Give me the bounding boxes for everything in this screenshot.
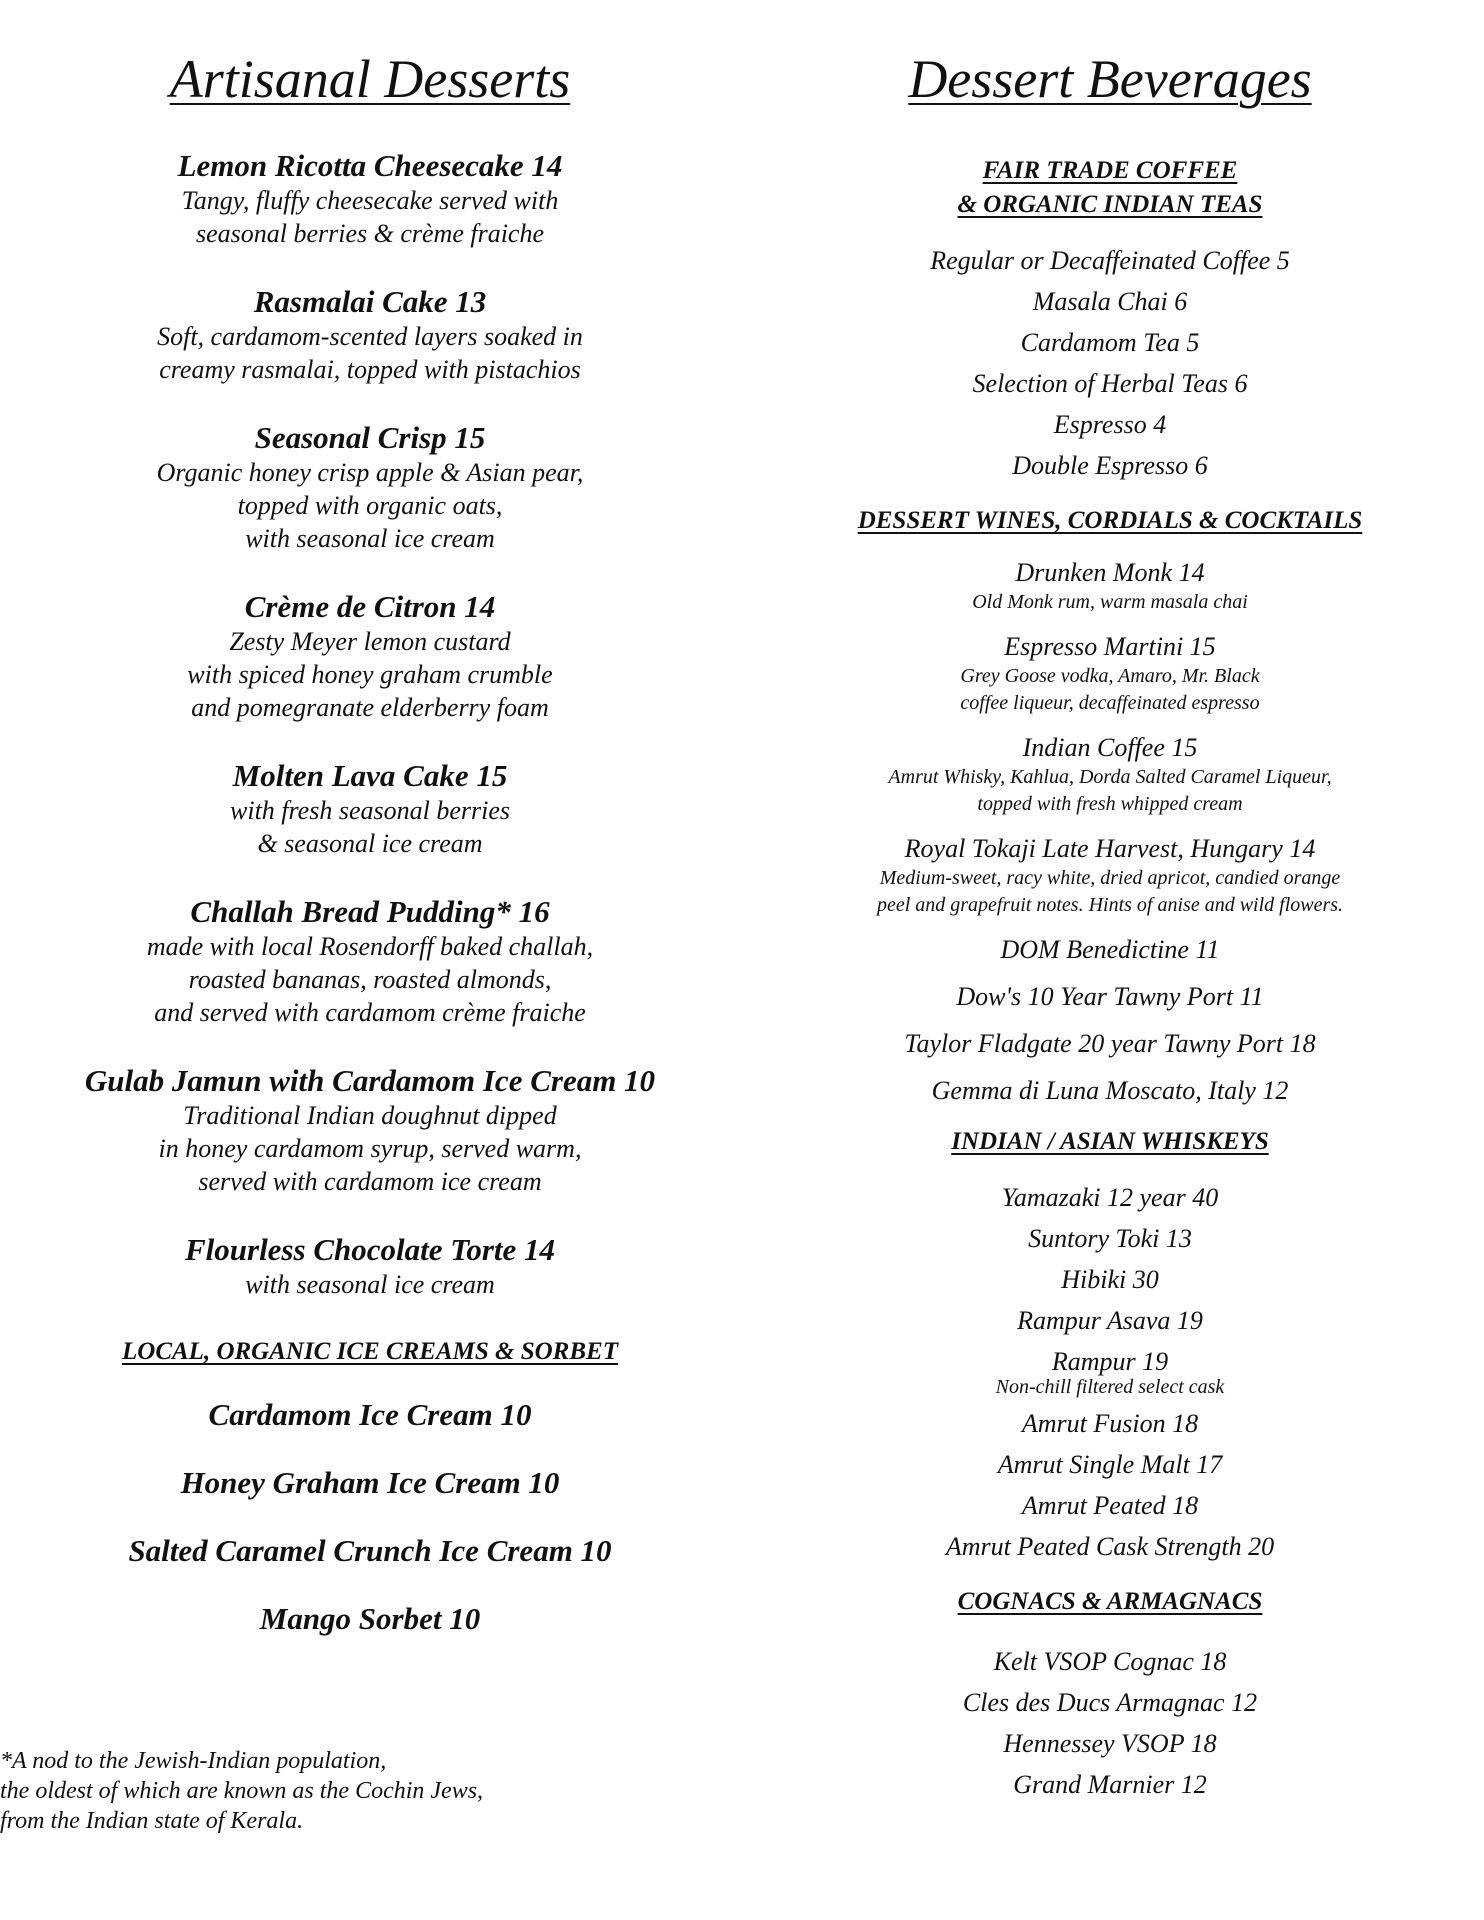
dessert-item	[20, 420, 720, 555]
coffee-item: Double Espresso 6	[1012, 451, 1208, 480]
coffee-item: Cardamom Tea 5	[1020, 328, 1200, 357]
whiskey-name: Amrut Fusion 18	[1021, 1409, 1199, 1438]
coffee-item: Espresso 4	[1053, 410, 1167, 439]
dessert-description: Organic honey crisp apple & Asian pear, topped with organic oats, with seasonal ice cream	[156, 458, 584, 553]
dessert-item	[20, 148, 720, 250]
whiskey-section-title: INDIAN / ASIAN WHISKEYS	[951, 1128, 1269, 1155]
wine-item	[800, 731, 1420, 818]
whiskey-item	[800, 1218, 1420, 1259]
beverages-column	[800, 0, 1420, 1805]
wine-item	[800, 980, 1420, 1013]
wine-name: Drunken Monk 14	[1015, 558, 1205, 587]
icecream-section-title: LOCAL, ORGANIC ICE CREAMS & SORBET	[122, 1338, 618, 1365]
dessert-description: Traditional Indian doughnut dipped in honey cardamom syrup, served warm, served with cardamom ice cream	[158, 1101, 582, 1196]
dessert-name: Crème de Citron 14	[244, 589, 496, 624]
wine-description: Grey Goose vodka, Amaro, Mr. Black coffee liqueur, decaffeinated espresso	[960, 665, 1260, 714]
desserts-column	[20, 0, 720, 1669]
whiskey-list	[800, 1177, 1420, 1567]
whiskey-item	[800, 1444, 1420, 1485]
wine-item	[800, 832, 1420, 919]
dessert-name: Lemon Ricotta Cheesecake 14	[177, 148, 563, 183]
wine-description: Old Monk rum, warm masala chai	[972, 591, 1248, 613]
dessert-item	[20, 894, 720, 1029]
wine-list	[800, 556, 1420, 1107]
wine-item	[800, 933, 1420, 966]
wine-name: Royal Tokaji Late Harvest, Hungary 14	[904, 834, 1316, 863]
dessert-item	[20, 284, 720, 386]
icecream-item: Mango Sorbet 10	[259, 1601, 481, 1636]
coffee-item: Selection of Herbal Teas 6	[972, 369, 1248, 398]
dessert-item	[20, 589, 720, 724]
dessert-item	[20, 758, 720, 860]
whiskey-name: Hibiki 30	[1061, 1265, 1159, 1294]
dessert-name: Flourless Chocolate Torte 14	[184, 1232, 556, 1267]
dessert-description: made with local Rosendorff baked challah, roasted bananas, roasted almonds, and served with cardamom crème fraiche	[146, 932, 594, 1027]
icecream-item: Cardamom Ice Cream 10	[208, 1397, 532, 1432]
coffee-section-title: FAIR TRADE COFFEE & ORGANIC INDIAN TEAS	[957, 157, 1263, 218]
wine-name: Dow's 10 Year Tawny Port 11	[956, 982, 1264, 1011]
dessert-description: with fresh seasonal berries & seasonal ice cream	[230, 796, 510, 858]
coffee-list	[800, 240, 1420, 486]
dessert-name: Rasmalai Cake 13	[253, 284, 487, 319]
wine-item	[800, 556, 1420, 616]
footnote: *A nod to the Jewish-Indian population, the oldest of which are known as the Cochin Jews, from the Indian state of Kerala.	[0, 1748, 484, 1834]
coffee-item: Masala Chai 6	[1032, 287, 1188, 316]
whiskey-item	[800, 1300, 1420, 1341]
whiskey-name: Rampur Asava 19	[1017, 1306, 1203, 1335]
wine-name: Gemma di Luna Moscato, Italy 12	[931, 1076, 1289, 1105]
whiskey-name: Yamazaki 12 year 40	[1001, 1183, 1219, 1212]
whiskey-name: Rampur 19	[1051, 1347, 1169, 1376]
dessert-name: Challah Bread Pudding* 16	[190, 894, 550, 929]
wine-name: Taylor Fladgate 20 year Tawny Port 18	[904, 1029, 1316, 1058]
wine-description: Amrut Whisky, Kahlua, Dorda Salted Caramel Liqueur, topped with fresh whipped cream	[888, 766, 1332, 815]
dessert-description: Tangy, fluffy cheesecake served with seasonal berries & crème fraiche	[181, 186, 559, 248]
icecream-item: Salted Caramel Crunch Ice Cream 10	[128, 1533, 612, 1568]
cognac-list	[800, 1641, 1420, 1805]
dessert-item	[20, 1063, 720, 1198]
cognac-item: Kelt VSOP Cognac 18	[993, 1647, 1227, 1676]
wine-item	[800, 1027, 1420, 1060]
dessert-list	[20, 148, 720, 1301]
icecream-list	[20, 1397, 720, 1637]
wine-name: Indian Coffee 15	[1022, 733, 1198, 762]
whiskey-name: Amrut Single Malt 17	[997, 1450, 1223, 1479]
dessert-item	[20, 1232, 720, 1301]
whiskey-item	[800, 1526, 1420, 1567]
wines-section-title: DESSERT WINES, CORDIALS & COCKTAILS	[857, 507, 1363, 534]
whiskey-item	[800, 1341, 1420, 1401]
whiskey-item	[800, 1403, 1420, 1444]
coffee-item: Regular or Decaffeinated Coffee 5	[930, 246, 1290, 275]
cognac-item: Grand Marnier 12	[1013, 1770, 1207, 1799]
whiskey-item	[800, 1259, 1420, 1300]
wine-item	[800, 1074, 1420, 1107]
whiskey-description: Non-chill filtered select cask	[995, 1376, 1225, 1398]
dessert-name: Seasonal Crisp 15	[254, 420, 486, 455]
cognac-item: Cles des Ducs Armagnac 12	[962, 1688, 1258, 1717]
whiskey-name: Suntory Toki 13	[1028, 1224, 1192, 1253]
dessert-description: Soft, cardamom-scented layers soaked in creamy rasmalai, topped with pistachios	[157, 322, 583, 384]
wine-name: DOM Benedictine 11	[1000, 935, 1220, 964]
whiskey-item	[800, 1177, 1420, 1218]
wine-item	[800, 630, 1420, 717]
dessert-description: with seasonal ice cream	[245, 1270, 495, 1299]
dessert-name: Gulab Jamun with Cardamom Ice Cream 10	[84, 1063, 656, 1098]
desserts-heading: Artisanal Desserts	[169, 49, 571, 109]
wine-description: Medium-sweet, racy white, dried apricot, candied orange peel and grapefruit notes. Hints of anise and wild flowers.	[876, 867, 1344, 916]
cognac-item: Hennessey VSOP 18	[1003, 1729, 1217, 1758]
wine-name: Espresso Martini 15	[1004, 632, 1216, 661]
icecream-item: Honey Graham Ice Cream 10	[180, 1465, 560, 1500]
beverages-heading: Dessert Beverages	[908, 49, 1312, 109]
dessert-description: Zesty Meyer lemon custard with spiced honey graham crumble and pomegranate elderberry foam	[187, 627, 553, 722]
whiskey-item	[800, 1485, 1420, 1526]
cognac-section-title: COGNACS & ARMAGNACS	[957, 1588, 1263, 1615]
whiskey-name: Amrut Peated 18	[1021, 1491, 1199, 1520]
whiskey-name: Amrut Peated Cask Strength 20	[945, 1532, 1275, 1561]
dessert-name: Molten Lava Cake 15	[232, 758, 508, 793]
